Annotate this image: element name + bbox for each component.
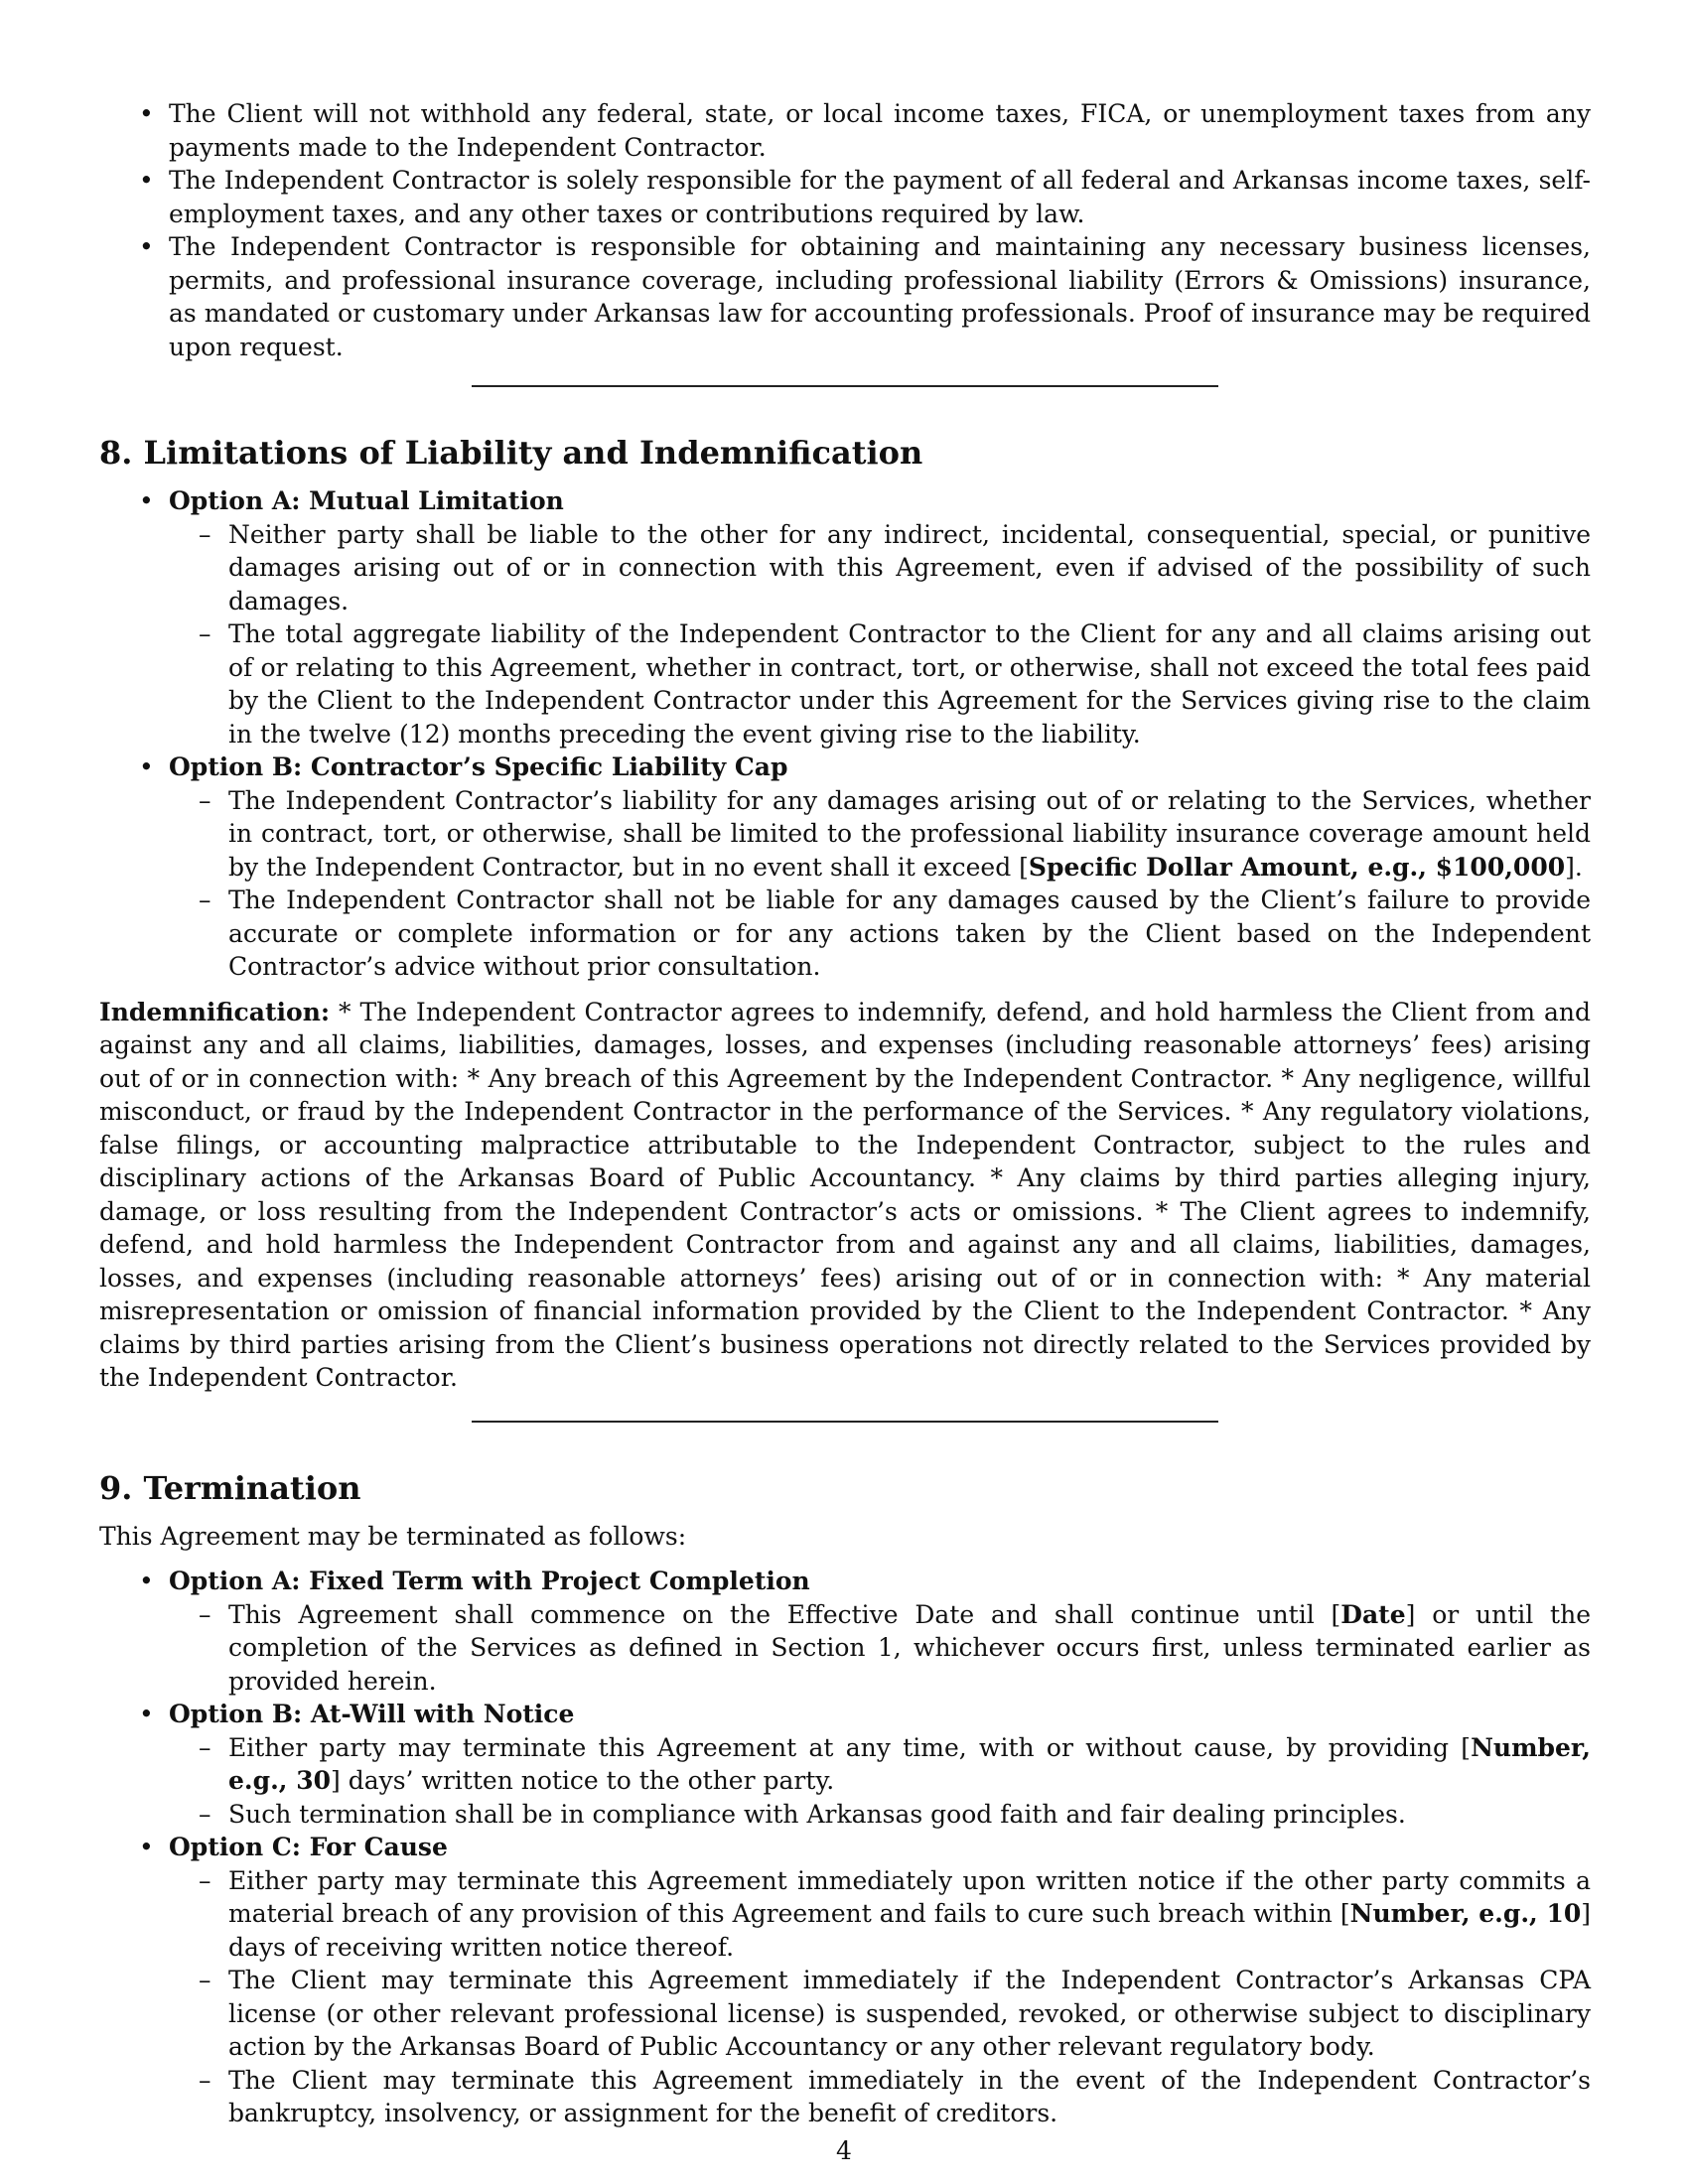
indemnification-label: Indemnification: (99, 997, 331, 1026)
list-item (228, 1598, 1591, 1699)
indemnification-paragraph (99, 996, 1591, 1395)
list-item (228, 1864, 1591, 1965)
text: ] or until the completion of the Services as defined in Section 1, whichever occurs first, unless terminated earlier as provided herein. (228, 1599, 1592, 1696)
option-b-item (169, 751, 1591, 984)
section-9-heading: 9. Termination (99, 1468, 361, 1507)
indemnification-text: * The Independent Contractor agrees to indemnify, defend, and hold harmless the Client from and against any and all claims, liabilities, damages, losses, and expenses (including reasonable attorneys’ fees) arising out of or in connection with: * Any breach of this Agreement by the Independent Contractor. * Any negligence, willful misconduct, or fraud by the Independent Contractor in the performance of the Services. * Any regulatory violations, false filings, or accounting malpractice attributable to the Independent Contractor, subject to the rules and disciplinary actions of the Arkansas Board of Public Accountancy. * Any claims by third parties alleging injury, damage, or loss resulting from the Independent Contractor’s acts or omissions. * The Client agrees to indemnify, defend, and hold harmless the Independent Contractor from and against any and all claims, liabilities, damages, losses, and expenses (including reasonable attorneys’ fees) arising out of or in connection with: * Any material misrepresentation or omission of financial information provided by the Client to the Independent Contractor. * Any claims by third parties arising from the Client’s business operations not directly related to the Services provided by the Independent Contractor. (99, 997, 1591, 1392)
placeholder-days: Number, e.g., 10 (1349, 1899, 1582, 1928)
option-c-title: Option C: For Cause (169, 1833, 448, 1861)
placeholder-date: Date (1340, 1599, 1406, 1629)
section-divider (472, 1421, 1218, 1423)
list-item: – The Independent Contractor shall not be liable for any damages caused by the Client’s failure to provide accurate or complete information or for any actions taken by the Client based on the Independent Contractor’s advice without prior consultation. (228, 884, 1591, 984)
section-9-options (99, 1565, 1591, 2130)
page-number: 4 (836, 2136, 852, 2165)
tax-responsibility-list (99, 97, 1591, 363)
list-item: • The Independent Contractor is solely responsible for the payment of all federal and Arkansas income taxes, self-employment taxes, and any other taxes or contributions required by law. (169, 164, 1591, 230)
list-item: • The Independent Contractor is responsible for obtaining and maintaining any necessary business licenses, permits, and professional insurance coverage, including professional liability (Errors & Omissions) insurance, as mandated or customary under Arkansas law for accounting professionals. Proof of insurance may be required upon request. (169, 230, 1591, 363)
option-a-item (169, 484, 1591, 751)
list-item (228, 1731, 1591, 1798)
list-item (228, 784, 1591, 885)
list-item: – The Client may terminate this Agreement immediately in the event of the Independent Contractor’s bankruptcy, insolvency, or assignment for the benefit of creditors. (228, 2064, 1591, 2130)
option-a-title: Option A: Fixed Term with Project Completion (169, 1567, 810, 1595)
option-a-sublist (169, 1598, 1591, 1699)
text: This Agreement shall commence on the Effective Date and shall continue until [ (228, 1599, 1341, 1629)
text: The Independent Contractor’s liability for any damages arising out of or relating to the Services, whether in contract, tort, or otherwise, shall be limited to the professional liability insurance coverage amount held by the Independent Contractor, but in no event shall it exceed [ (228, 785, 1591, 882)
section-9-intro: This Agreement may be terminated as follows: (99, 1521, 687, 1551)
option-a-item (169, 1565, 1591, 1698)
text: ] days’ written notice to the other party. (331, 1766, 835, 1795)
option-c-sublist (169, 1864, 1591, 2130)
option-b-sublist (169, 1731, 1591, 1832)
list-item: – The total aggregate liability of the Independent Contractor to the Client for any and all claims arising out of or relating to this Agreement, whether in contract, tort, or otherwise, shall not exceed the total fees paid by the Client to the Independent Contractor under this Agreement for the Services giving rise to the claim in the twelve (12) months preceding the event giving rise to the liability. (228, 617, 1591, 751)
section-divider (472, 385, 1218, 387)
list-item: – Such termination shall be in compliance with Arkansas good faith and fair dealing principles. (228, 1798, 1591, 1832)
option-b-item (169, 1698, 1591, 1831)
placeholder-amount: Specific Dollar Amount, e.g., $100,000 (1028, 852, 1566, 882)
option-b-sublist (169, 784, 1591, 984)
option-a-sublist (169, 518, 1591, 751)
list-item: • The Client will not withhold any federal, state, or local income taxes, FICA, or unemployment taxes from any payments made to the Independent Contractor. (169, 97, 1591, 164)
option-a-title: Option A: Mutual Limitation (169, 486, 564, 515)
text: ] days of receiving written notice thereof. (228, 1899, 1591, 1962)
text: Either party may terminate this Agreement at any time, with or without cause, by providing [ (228, 1732, 1472, 1762)
option-b-title: Option B: At-Will with Notice (169, 1700, 575, 1728)
section-8-options (99, 484, 1591, 984)
text: Either party may terminate this Agreement immediately upon written notice if the other party commits a material breach of any provision of this Agreement and fails to cure such breach within [ (228, 1865, 1591, 1928)
text: ]. (1565, 852, 1583, 882)
list-item: – The Client may terminate this Agreement immediately if the Independent Contractor’s Arkansas CPA license (or other relevant professional license) is suspended, revoked, or otherwise subject to disciplinary action by the Arkansas Board of Public Accountancy or any other relevant regulatory body. (228, 1964, 1591, 2064)
option-c-item (169, 1831, 1591, 2130)
page-content (99, 97, 1591, 2130)
option-b-title: Option B: Contractor’s Specific Liability Cap (169, 752, 788, 781)
list-item: – Neither party shall be liable to the other for any indirect, incidental, consequential, special, or punitive damages arising out of or in connection with this Agreement, even if advised of the possibility of such damages. (228, 518, 1591, 618)
placeholder-days: Number, e.g., 30 (228, 1732, 1591, 1795)
section-8-heading: 8. Limitations of Liability and Indemnification (99, 434, 923, 472)
